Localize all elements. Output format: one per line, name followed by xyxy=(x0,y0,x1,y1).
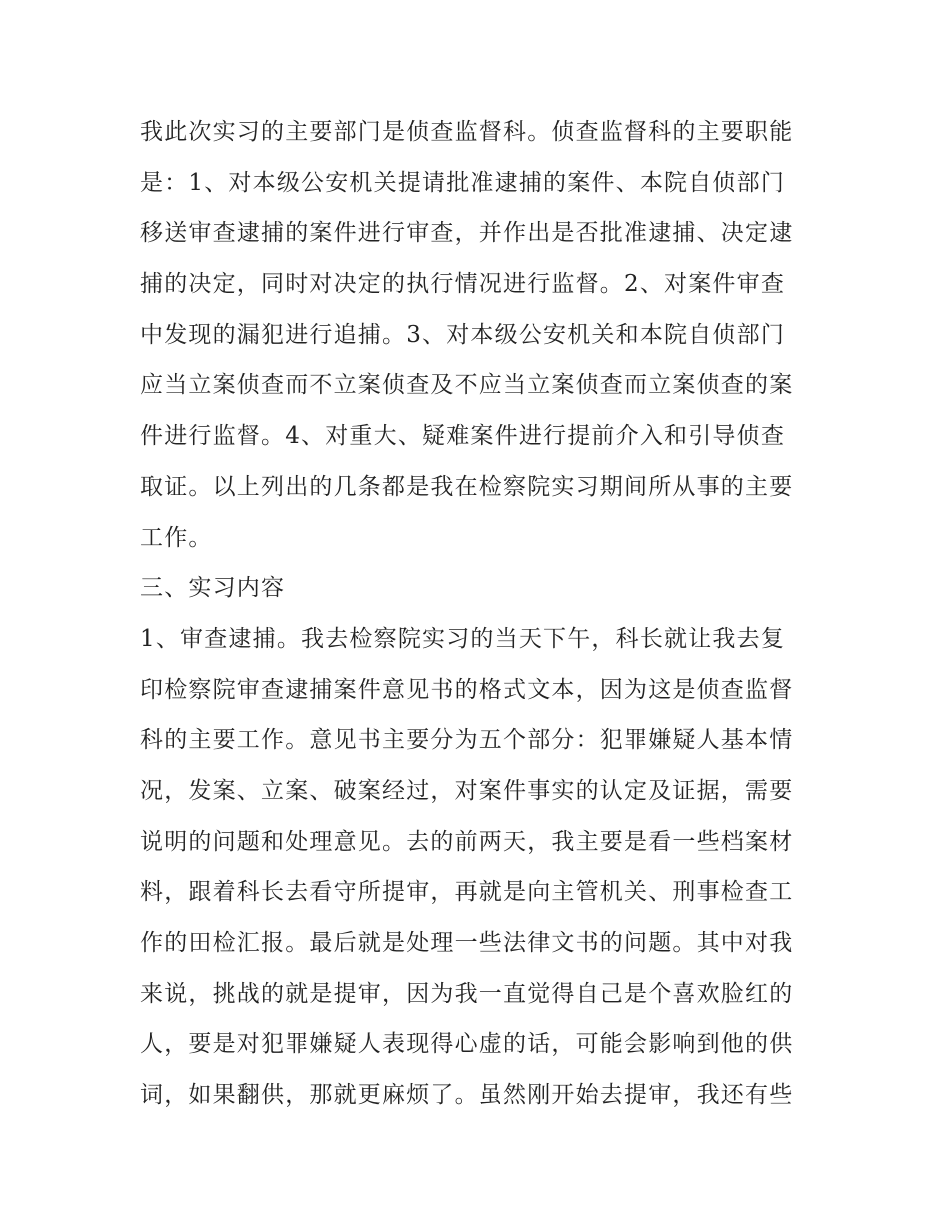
text-line: 来说，挑战的就是提审，因为我一直觉得自己是个喜欢脸红的 xyxy=(140,980,794,1007)
text-line: 应当立案侦查而不立案侦查及不应当立案侦查而立案侦查的案 xyxy=(140,372,794,399)
text-line: 印检察院审查逮捕案件意见书的格式文本，因为这是侦查监督 xyxy=(140,676,794,703)
text-line: 工作。 xyxy=(140,524,213,551)
text-line: 1、审查逮捕。我去检察院实习的当天下午，科长就让我去复 xyxy=(140,625,786,652)
text-line: 捕的决定，同时对决定的执行情况进行监督。2、对案件审查 xyxy=(140,271,786,298)
text-line: 件进行监督。4、对重大、疑难案件进行提前介入和引导侦查 xyxy=(140,423,786,450)
text-line: 况，发案、立案、破案经过，对案件事实的认定及证据，需要 xyxy=(140,777,794,804)
text-line: 人，要是对犯罪嫌疑人表现得心虚的话，可能会影响到他的供 xyxy=(140,1031,794,1058)
text-line: 取证。以上列出的几条都是我在检察院实习期间所从事的主要 xyxy=(140,473,794,500)
section-heading: 三、实习内容 xyxy=(140,575,286,602)
text-line: 料，跟着科长去看守所提审，再就是向主管机关、刑事检查工 xyxy=(140,879,794,906)
text-line: 词，如果翻供，那就更麻烦了。虽然刚开始去提审，我还有些 xyxy=(140,1082,794,1109)
text-line: 科的主要工作。意见书主要分为五个部分：犯罪嫌疑人基本情 xyxy=(140,727,794,754)
text-line: 是：1、对本级公安机关提请批准逮捕的案件、本院自侦部门 xyxy=(140,169,786,196)
document-page xyxy=(140,107,812,1121)
text-line: 中发现的漏犯进行追捕。3、对本级公安机关和本院自侦部门 xyxy=(140,321,786,348)
text-line: 移送审查逮捕的案件进行审查，并作出是否批准逮捕、决定逮 xyxy=(140,220,794,247)
text-line: 说明的问题和处理意见。去的前两天，我主要是看一些档案材 xyxy=(140,828,794,855)
text-line: 我此次实习的主要部门是侦查监督科。侦查监督科的主要职能 xyxy=(140,119,794,145)
text-line: 作的田检汇报。最后就是处理一些法律文书的问题。其中对我 xyxy=(140,930,794,956)
